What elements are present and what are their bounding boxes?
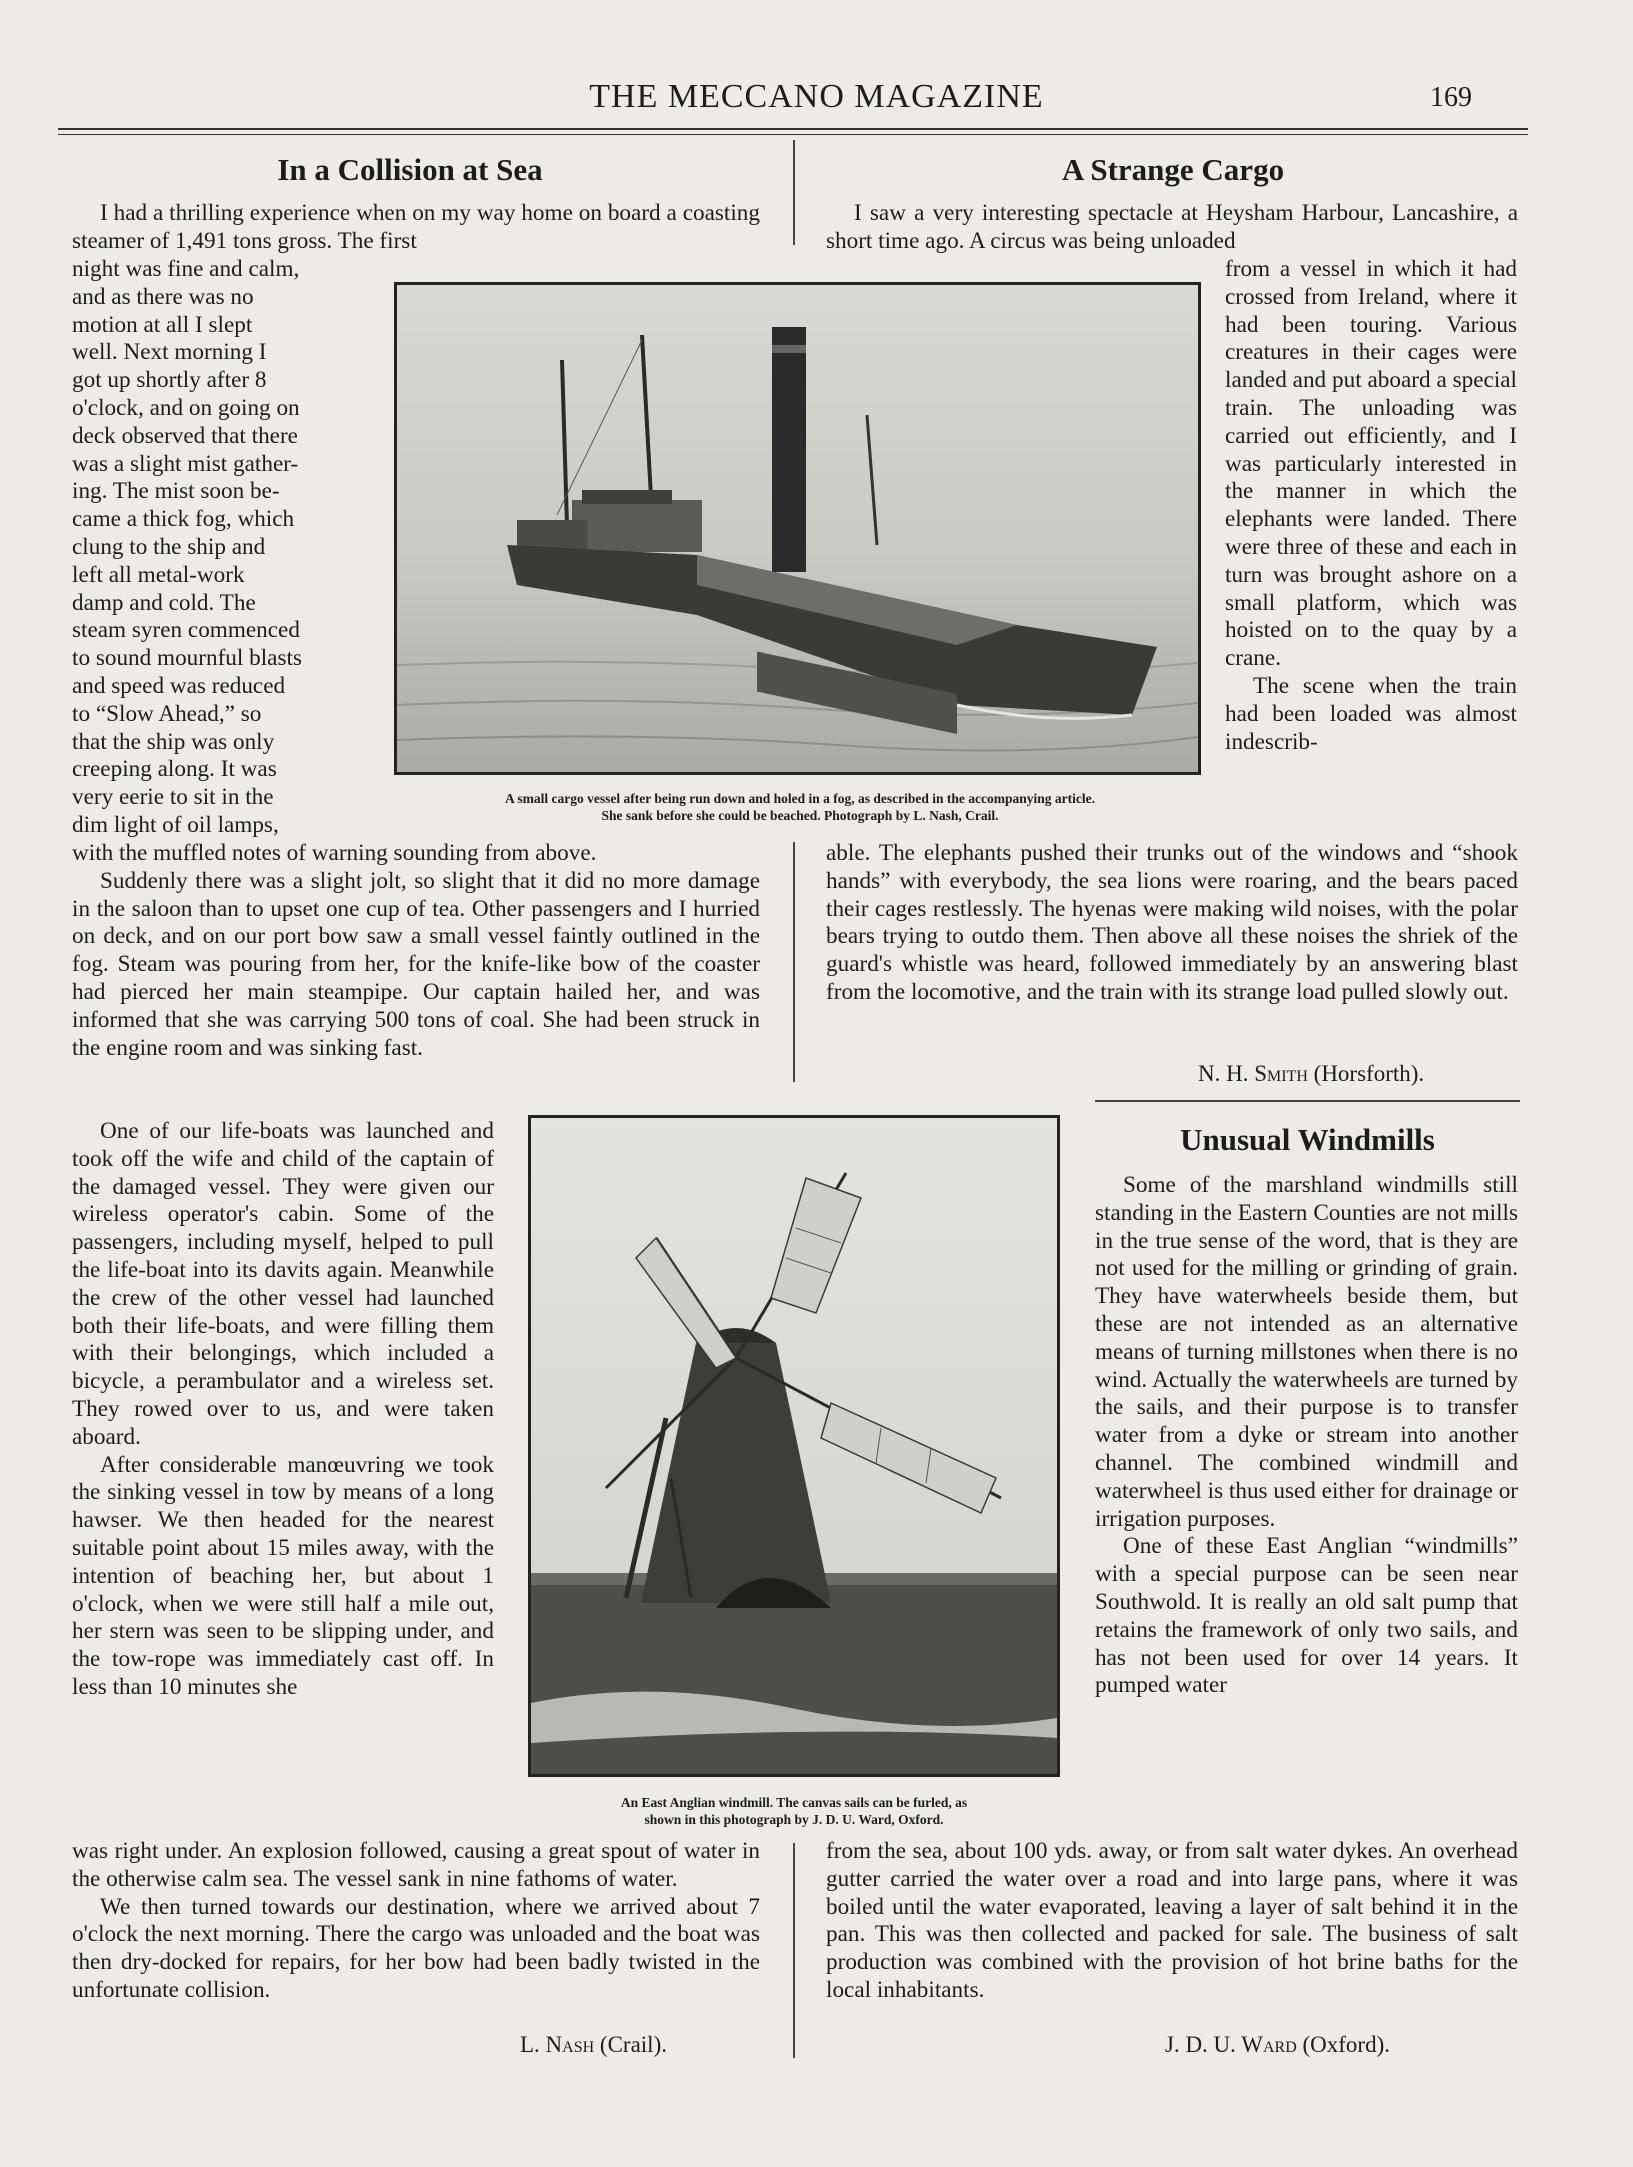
collision-para3: One of our life-boats was launched and took off the wife and child of the captain of the damaged vessel. They were given our wireless operator's cabin. Some of the passengers, including myself, helped to pull the life-boat into its davits again. Meanwhile the crew of the other vessel had launched both their life-boats, and were filling them with their belongings, which included a bicycle, a perambulator and a wireless set. They rowed over to us, and were taken aboard.	[72, 1118, 494, 1450]
collision-wrap-line: creeping along. It was	[72, 756, 277, 783]
windmills-signature-name: J. D. U. Ward	[1165, 2032, 1297, 2057]
windmills-body-2	[826, 1838, 1518, 2005]
collision-wrap-line: ing. The mist soon be-	[72, 478, 280, 505]
collision-wrap-line: got up shortly after 8	[72, 367, 267, 394]
cargo-wrap-block	[1225, 256, 1517, 756]
windmill-photo	[528, 1115, 1060, 1777]
running-title: THE MECCANO MAGAZINE	[589, 78, 1044, 115]
cargo-title: A Strange Cargo	[1061, 152, 1285, 187]
cargo-body	[826, 840, 1518, 1007]
collision-wrap-line: deck observed that there	[72, 422, 298, 449]
collision-signature	[520, 2032, 667, 2058]
page-number: 169	[1430, 82, 1472, 113]
cargo-signature-place: (Horsforth).	[1313, 1061, 1425, 1086]
collision-signature-name: L. Nash	[520, 2032, 595, 2057]
windmills-body-1	[1095, 1172, 1518, 1700]
collision-wrap-line: motion at all I slept	[72, 311, 253, 338]
cargo-signature-name: N. H. Smith	[1198, 1061, 1308, 1086]
collision-wrap-line: dim light of oil lamps,	[72, 811, 279, 838]
collision-wrap-line: clung to the ship and	[72, 533, 266, 560]
header-rule-thin	[58, 134, 1528, 135]
windmill-caption	[520, 1794, 1068, 1828]
collision-wrap-line: came a thick fog, which	[72, 506, 295, 533]
windmills-signature	[1165, 2032, 1390, 2058]
collision-title: In a Collision at Sea	[277, 152, 543, 187]
collision-para5: We then turned towards our destination, where we arrived about 7 o'clock the next morning. There the cargo was unloaded and the boat was then dry-docked for repairs, for her bow had been badly twisted in the unfortunate collision.	[72, 1893, 760, 2003]
windmills-para2-end: from the sea, about 100 yds. away, or from salt water dykes. An overhead gutter carried the water over a road and into large pans, where it was boiled until the water evaporated, leaving a layer of salt behind it in the pan. This was then collected and packed for sale. The business of salt production was combined with the provision of hot brine baths for the local inhabitants.	[826, 1838, 1518, 2003]
cargo-intro-text: I saw a very interesting spectacle at Heysham Harbour, Lancashire, a short time ago. A circus was being unloaded	[826, 200, 1518, 254]
collision-wrap-line: to sound mournful blasts	[72, 645, 302, 672]
collision-wrap-line: to “Slow Ahead,” so	[72, 700, 262, 727]
collision-wrap-line: that the ship was only	[72, 728, 275, 755]
collision-para2: Suddenly there was a slight jolt, so slight that it did no more damage in the saloon than to upset one cup of tea. Other passengers and I hurried on deck, and on our port bow saw a small vessel faintly outlined in the fog. Steam was pouring from her, for the knife-like bow of the coaster had pierced her main steampipe. Our captain hailed her, and was informed that she was carrying 500 tons of coal. She had been struck in the engine room and was sinking fast.	[72, 867, 760, 1061]
collision-intro-text: I had a thrilling experience when on my way home on board a coasting steamer of 1,491 tons gross. The first	[72, 200, 760, 254]
ship-photo	[394, 282, 1201, 775]
windmill-caption-line1: An East Anglian windmill. The canvas sails can be furled, as	[620, 1795, 968, 1810]
windmills-signature-place: (Oxford).	[1302, 2032, 1390, 2057]
collision-body-1	[72, 840, 760, 1062]
header-rule	[58, 128, 1528, 130]
ship-illustration	[397, 285, 1198, 772]
collision-para4-wrap: After considerable manœuvring we took the sinking vessel in tow by means of a long hawser. We then headed for the nearest suitable point about 15 miles away, with the intention of beaching her, but about 1 o'clock, when we were still half a mile out, her stern was seen to be slipping under, and the tow-rope was immediately cast off. In less than 10 minutes she	[72, 1451, 494, 1700]
collision-signature-place: (Crail).	[599, 2032, 667, 2057]
collision-intro	[72, 200, 760, 256]
collision-wrap-line: damp and cold. The	[72, 589, 256, 616]
collision-wrap-line: steam syren commenced	[72, 617, 300, 644]
collision-wrap-line: o'clock, and on going on	[72, 394, 300, 421]
collision-para4-end: was right under. An explosion followed, causing a great spout of water in the otherwise calm sea. The vessel sank in nine fathoms of water.	[72, 1838, 760, 1892]
column-divider-top	[793, 140, 795, 245]
collision-wrap-line: well. Next morning I	[72, 339, 267, 366]
collision-wrap-line: was a slight mist gather-	[72, 450, 299, 477]
cargo-para2-end: able. The elephants pushed their trunks out of the windows and “shook hands” with everybody, the sea lions were roaring, and the bears paced their cages restlessly. The hyenas were making wild noises, with the polar bears trying to outdo them. Then above all these noises the shriek of the guard's whistle was heard, followed immediately by an answering blast from the locomotive, and the train with its strange load pulled slowly out.	[826, 840, 1518, 1005]
windmill-caption-line2: shown in this photograph by J. D. U. Ward, Oxford.	[644, 1812, 944, 1827]
section-rule	[1095, 1100, 1520, 1102]
collision-wrap-line: night was fine and calm,	[72, 256, 300, 282]
ship-caption-line2: She sank before she could be beached. Photograph by L. Nash, Crail.	[601, 808, 999, 823]
collision-para1-end: with the muffled notes of warning sounding from above.	[72, 840, 597, 866]
column-divider-middle	[793, 842, 795, 1082]
windmills-para2-wrap: One of these East Anglian “windmills” with a special purpose can be seen near Southwold. It is really an old salt pump that retains the framework of only two sails, and has not been used for over 14 years. It pumped water	[1095, 1533, 1518, 1699]
ship-caption	[380, 790, 1220, 824]
column-divider-bottom	[793, 1843, 795, 2058]
collision-wrap-line: left all metal-work	[72, 561, 245, 588]
ship-caption-line1: A small cargo vessel after being run down and holed in a fog, as described in the accompanying article.	[504, 791, 1095, 806]
collision-wrap-line: very eerie to sit in the	[72, 784, 274, 811]
collision-body-3	[72, 1838, 760, 2005]
windmills-para1: Some of the marshland windmills still standing in the Eastern Counties are not mills in the true sense of the word, that is they are not used for the milling or grinding of grain. They have waterwheels beside them, but these are not intended as an alternative means of turning millstones when there is no wind. Actually the waterwheels are turned by the sails, and their purpose is to transfer water from a dyke or stream into another channel. The combined windmill and waterwheel is thus used either for drainage or irrigation purposes.	[1095, 1172, 1519, 1532]
cargo-wrap-text: from a vessel in which it had crossed from Ireland, where it had been touring. Various creatures in their cages were landed and put aboard a special train. The unloading was carried out efficiently, and I was particularly interested in the manner in which the elephants were landed. There were three of these and each in turn was brought ashore on a small platform, which was hoisted on to the quay by a crane.	[1225, 256, 1517, 672]
collision-body-2	[72, 1118, 494, 1702]
cargo-intro	[826, 200, 1518, 256]
collision-wrap-block	[72, 256, 362, 840]
cargo-para2-wrap: The scene when the train had been loaded was almost indescrib-	[1225, 672, 1517, 755]
windmills-title: Unusual Windmills	[1180, 1122, 1435, 1157]
collision-wrap-line: and speed was reduced	[72, 672, 286, 699]
collision-wrap-line: and as there was no	[72, 283, 254, 310]
cargo-signature	[1198, 1061, 1424, 1087]
windmill-illustration	[531, 1118, 1057, 1774]
